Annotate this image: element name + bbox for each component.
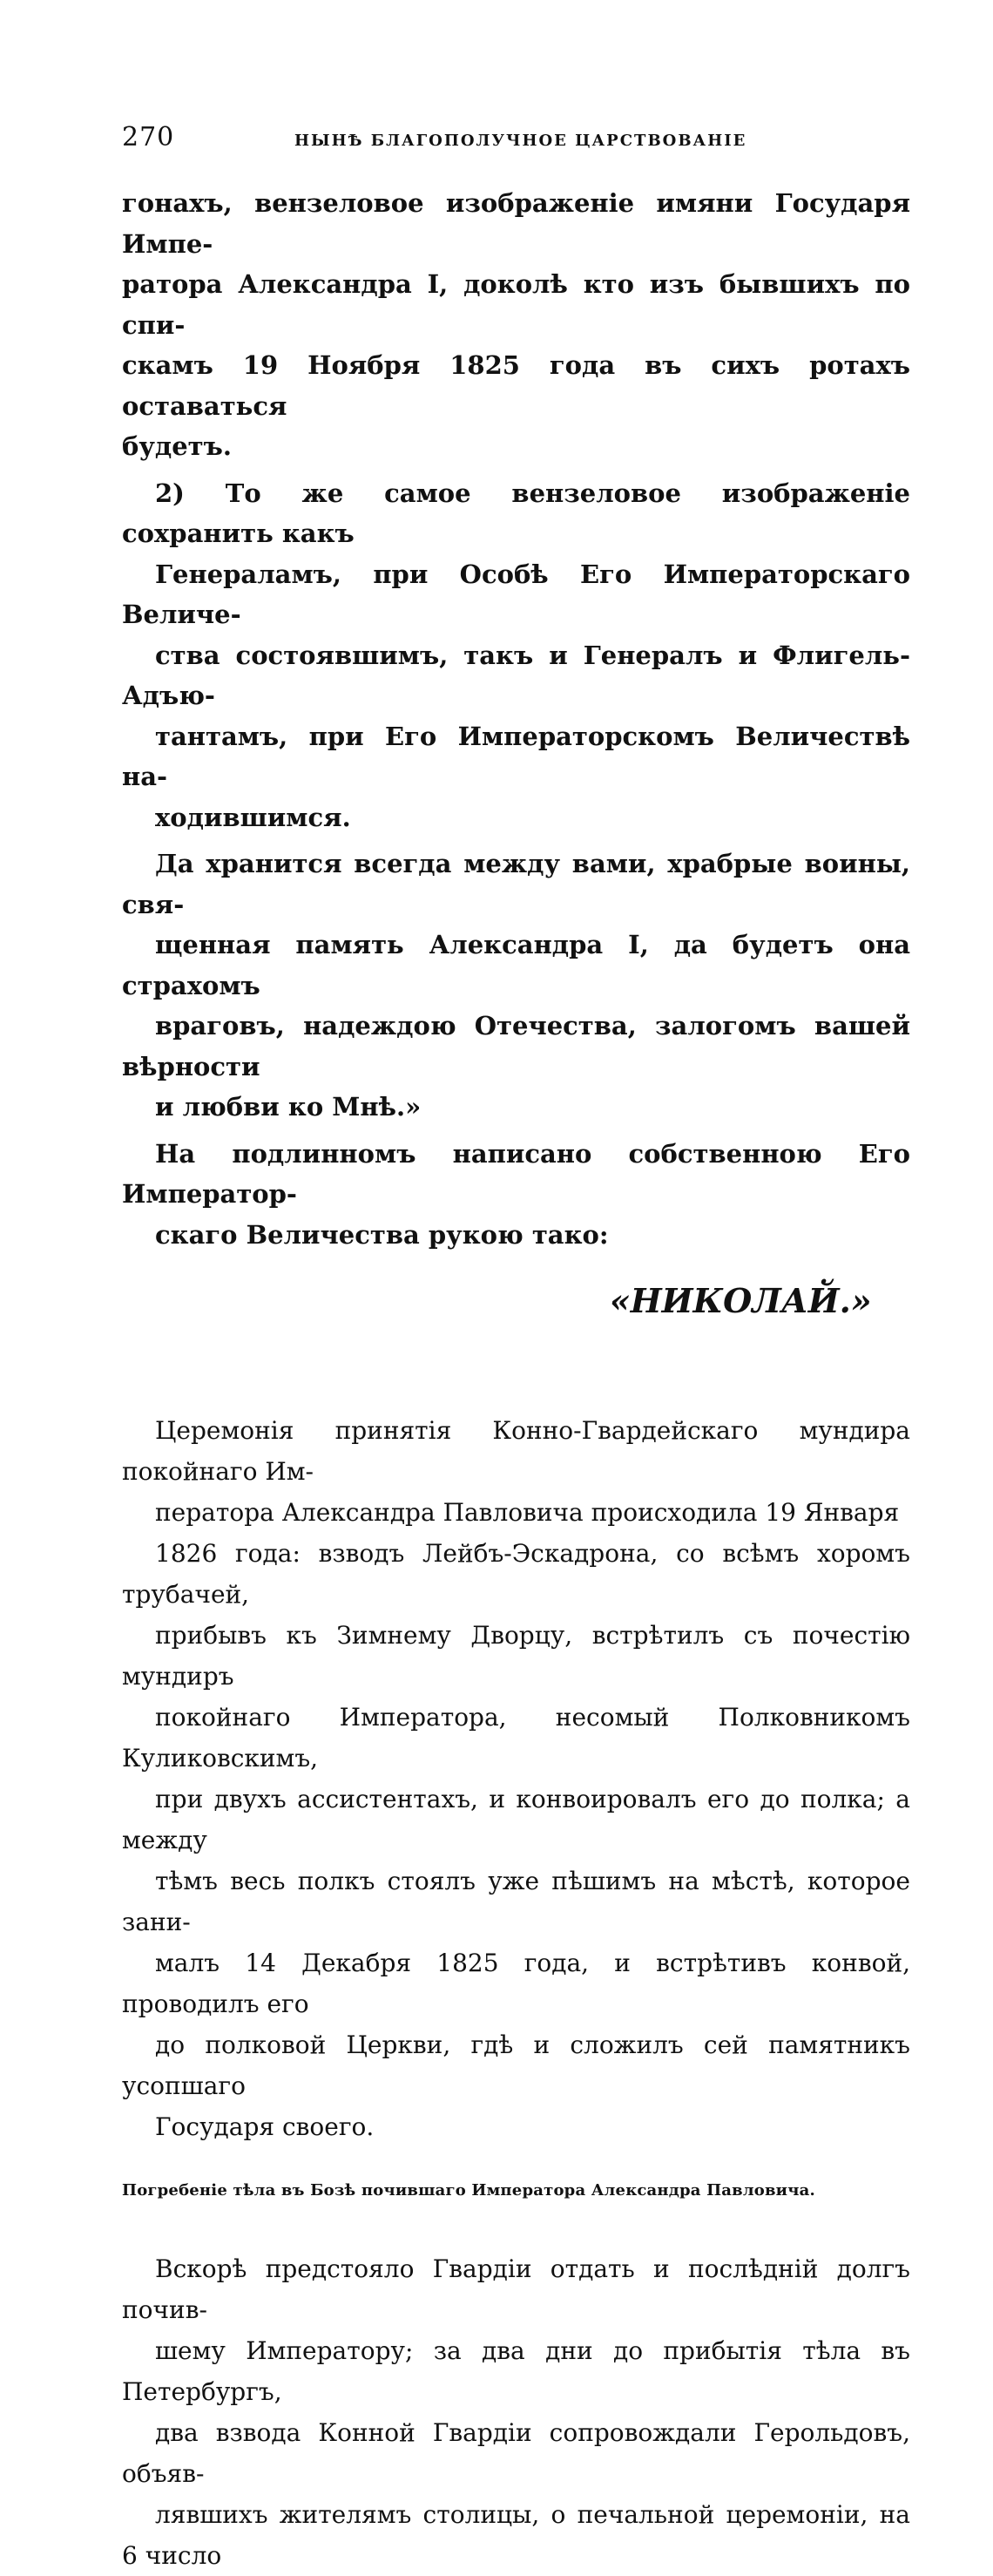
text-line: лявшихъ жителямъ столицы, о печальной церемоніи, на 6 число: [122, 2500, 910, 2570]
text-line: ператора Александра Павловича происходила 19 Января: [155, 1498, 900, 1527]
text-line: ратора Александра I, доколѣ кто изъ бывшихъ по спи-: [122, 269, 910, 340]
first-paragraph: [122, 183, 910, 467]
funeral-paragraph: [122, 2248, 910, 2576]
text-line: тѣмъ весь полкъ стоялъ уже пѣшимъ на мѣстѣ, которое зани-: [122, 1867, 910, 1936]
text-line: ходившимся.: [155, 802, 351, 832]
text-line: враговъ, надеждою Отечества, залогомъ вашей вѣрности: [122, 1011, 910, 1081]
imperial-signature: «НИКОЛАЙ.»: [610, 1281, 872, 1320]
text-line: будетъ.: [122, 431, 232, 461]
text-line: Генераламъ, при Особѣ Его Императорскаго Величе-: [122, 559, 910, 629]
decree-text: [122, 183, 910, 1323]
text-line: 1826 года: взводъ Лейбъ-Эскадрона, со всѣмъ хоромъ трубачей,: [122, 1539, 910, 1609]
text-line: Да хранится всегда между вами, храбрые воины, свя-: [122, 849, 910, 919]
text-line: покойнаго Императора, несомый Полковникомъ Куликовскимъ,: [122, 1703, 910, 1773]
running-head: НЫНѢ БЛАГОПОЛУЧНОЕ ЦАРСТВОВАНІЕ: [294, 132, 747, 150]
section-subheading: Погребеніе тѣла въ Бозѣ почившаго Императора Александра Павловича.: [122, 2181, 815, 2200]
text-line: и любви ко Мнѣ.»: [155, 1092, 422, 1122]
third-paragraph: [122, 844, 910, 1128]
text-line: Государя своего.: [155, 2112, 375, 2141]
text-line: 2) То же самое вензеловое изображеніе сохранить какъ: [122, 478, 910, 548]
second-paragraph: [122, 473, 910, 838]
book-page: [122, 122, 910, 2576]
text-line: гонахъ, вензеловое изображеніе имяни Государя Импе-: [122, 188, 910, 259]
text-line: скамъ 19 Ноября 1825 года въ сихъ ротахъ оставаться: [122, 350, 910, 421]
text-line: два взвода Конной Гвардіи сопровождали Герольдовъ, объяв-: [122, 2418, 910, 2488]
text-line: На подлинномъ написано собственною Его Император-: [122, 1138, 910, 1209]
page-number: 270: [122, 122, 175, 153]
text-line: при двухъ ассистентахъ, и конвоировалъ его до полка; а между: [122, 1785, 910, 1854]
text-line: тантамъ, при Его Императорскомъ Величествѣ на-: [122, 721, 910, 791]
text-line: Вскорѣ предстояло Гвардіи отдать и послѣдній долгъ почив-: [122, 2254, 910, 2324]
text-line: Церемонія принятія Конно-Гвардейскаго мундира покойнаго Им-: [122, 1416, 910, 1486]
page-header: [122, 122, 910, 171]
text-line: щенная память Александра I, да будетъ она страхомъ: [122, 930, 910, 1000]
text-line: малъ 14 Декабря 1825 года, и встрѣтивъ конвой, проводилъ его: [122, 1949, 910, 2018]
text-line: ства состоявшимъ, такъ и Генералъ и Флигель-Адъю-: [122, 640, 910, 710]
attestation-paragraph: [122, 1134, 910, 1256]
ceremony-paragraph: [122, 1410, 910, 2147]
text-line: прибывъ къ Зимнему Дворцу, встрѣтилъ съ почестію мундиръ: [122, 1621, 910, 1691]
text-line: скаго Величества рукою тако:: [155, 1219, 609, 1250]
text-line: шему Императору; за два дни до прибытія тѣла въ Петербургъ,: [122, 2336, 910, 2406]
text-line: до полковой Церкви, гдѣ и сложилъ сей памятникъ усопшаго: [122, 2030, 910, 2100]
